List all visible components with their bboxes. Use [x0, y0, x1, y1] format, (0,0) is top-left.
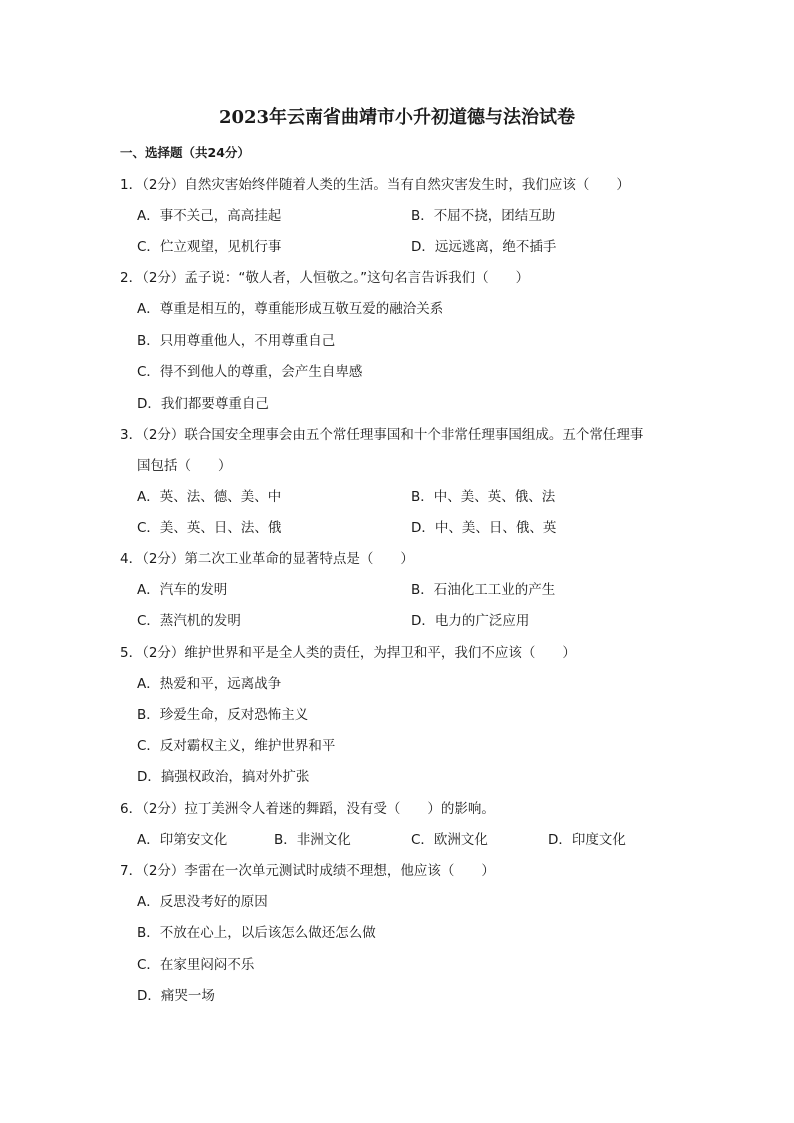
question-3-option-a[interactable]: A．英、法、德、美、中 [137, 489, 282, 505]
question-1-stem: 1．（2分）自然灾害始终伴随着人类的生活。当有自然灾害发生时，我们应该（ ） [120, 177, 630, 193]
question-7-option-d[interactable]: D．痛哭一场 [137, 988, 215, 1004]
question-7-option-a[interactable]: A．反思没考好的原因 [137, 894, 268, 910]
question-1-option-d[interactable]: D．远远逃离，绝不插手 [411, 239, 557, 255]
question-3-stem-line-1: 3．（2分）联合国安全理事会由五个常任理事国和十个非常任理事国组成。五个常任理事 [120, 427, 644, 443]
question-6-stem: 6．（2分）拉丁美洲令人着迷的舞蹈，没有受（ ）的影响。 [120, 801, 495, 817]
question-2-option-b[interactable]: B．只用尊重他人，不用尊重自己 [137, 333, 336, 349]
question-6-option-d[interactable]: D．印度文化 [548, 832, 626, 848]
question-5-option-b[interactable]: B．珍爱生命，反对恐怖主义 [137, 707, 309, 723]
question-6-option-a[interactable]: A．印第安文化 [137, 832, 228, 848]
question-3-stem-line-2: 国包括（ ） [137, 458, 232, 474]
question-3-option-d[interactable]: D．中、美、日、俄、英 [411, 520, 557, 536]
question-5-option-c[interactable]: C．反对霸权主义，维护世界和平 [137, 738, 336, 754]
question-4-option-d[interactable]: D．电力的广泛应用 [411, 613, 530, 629]
question-6-option-b[interactable]: B．非洲文化 [274, 832, 351, 848]
page-title: 2023年云南省曲靖市小升初道德与法治试卷 [218, 107, 576, 128]
question-4-option-b[interactable]: B．石油化工工业的产生 [411, 582, 556, 598]
question-5-option-d[interactable]: D．搞强权政治，搞对外扩张 [137, 769, 310, 785]
question-5-stem: 5．（2分）维护世界和平是全人类的责任，为捍卫和平，我们不应该（ ） [120, 645, 576, 661]
question-2-stem: 2．（2分）孟子说：“敬人者，人恒敬之。”这句名言告诉我们（ ） [120, 270, 530, 286]
question-3-option-b[interactable]: B．中、美、英、俄、法 [411, 489, 556, 505]
question-7-stem: 7．（2分）李雷在一次单元测试时成绩不理想，他应该（ ） [120, 863, 495, 879]
question-2-option-c[interactable]: C．得不到他人的尊重，会产生自卑感 [137, 364, 363, 380]
question-4-option-c[interactable]: C．蒸汽机的发明 [137, 613, 241, 629]
question-1-option-a[interactable]: A．事不关己，高高挂起 [137, 208, 282, 224]
question-2-option-a[interactable]: A．尊重是相互的，尊重能形成互敬互爱的融洽关系 [137, 301, 444, 317]
question-4-stem: 4．（2分）第二次工业革命的显著特点是（ ） [120, 551, 414, 567]
question-1-option-c[interactable]: C．伫立观望，见机行事 [137, 239, 282, 255]
section-heading: 一、选择题（共24分） [120, 145, 250, 160]
question-3-option-c[interactable]: C．美、英、日、法、俄 [137, 520, 282, 536]
question-2-option-d[interactable]: D．我们都要尊重自己 [137, 396, 269, 412]
question-7-option-c[interactable]: C．在家里闷闷不乐 [137, 957, 255, 973]
question-7-option-b[interactable]: B．不放在心上，以后该怎么做还怎么做 [137, 925, 376, 941]
question-6-option-c[interactable]: C．欧洲文化 [411, 832, 488, 848]
question-5-option-a[interactable]: A．热爱和平，远离战争 [137, 676, 282, 692]
question-4-option-a[interactable]: A．汽车的发明 [137, 582, 228, 598]
question-1-option-b[interactable]: B．不屈不挠，团结互助 [411, 208, 556, 224]
